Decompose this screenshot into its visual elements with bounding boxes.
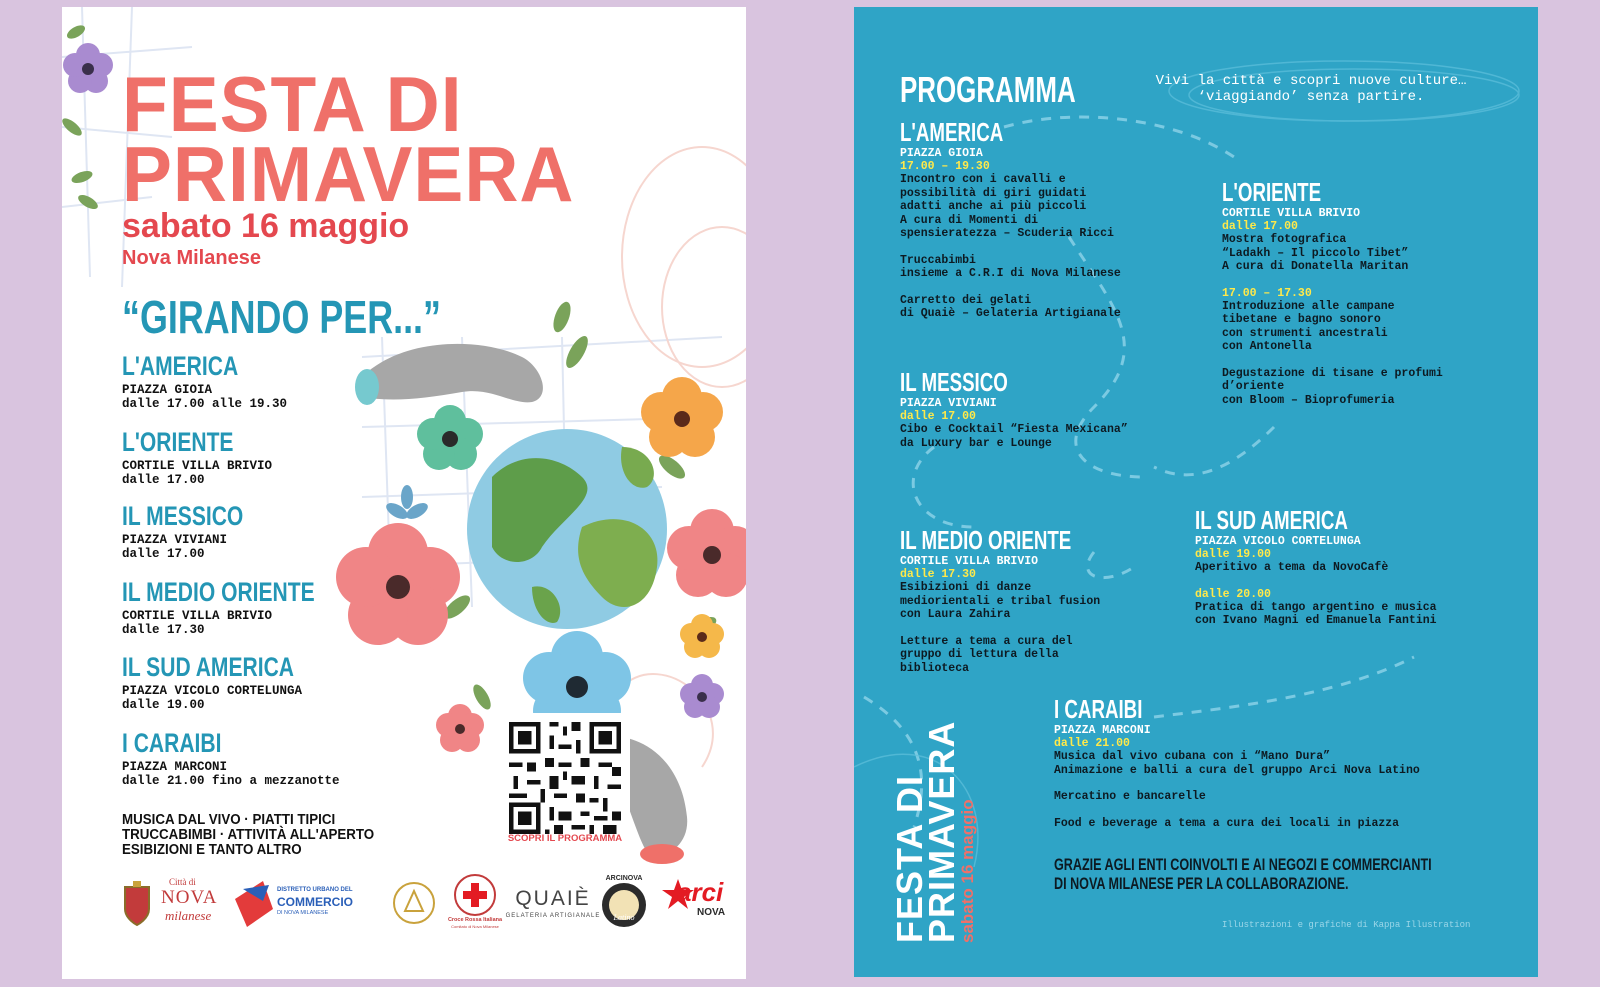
program-heading: IL SUD AMERICA [1195, 505, 1348, 535]
vertical-date: sabato 16 maggio [958, 799, 977, 943]
program-medio-oriente [900, 525, 1138, 675]
section-place: CORTILE VILLA BRIVIO [122, 609, 273, 623]
poster-title-line1: FESTA DI [122, 60, 463, 148]
arcinova-bottom: Latino [613, 913, 635, 922]
vertical-title-line: PRIMAVERA [921, 720, 962, 943]
program-desc: Incontro con i cavalli e possibilità di giri guidati adatti anche ai più piccoli A cura di Momenti di spensieratezza – Scuderia Ricci [900, 173, 1114, 240]
distretto-line1: DISTRETTO URBANO DEL [277, 887, 353, 893]
nova-milanese-logo [121, 873, 231, 935]
croce-rossa-logo [447, 873, 503, 935]
illustration-credit: Illustrazioni e grafiche di Kappa Illustration [1222, 920, 1471, 930]
emblem-icon [391, 873, 437, 933]
nova-logo-script: milanese [165, 908, 212, 923]
quaie-name: QUAIÈ [515, 887, 591, 910]
program-time: dalle 17.00 [1222, 220, 1298, 233]
program-time: dalle 17.00 [900, 410, 976, 423]
section-place: CORTILE VILLA BRIVIO [122, 459, 273, 473]
event-date: sabato 16 maggio [122, 207, 410, 245]
program-desc: Truccabimbi insieme a C.R.I di Nova Milanese [900, 253, 1121, 280]
section-messico [122, 501, 278, 561]
footer-line: MUSICA DAL VIVO · PIATTI TIPICI [122, 812, 336, 828]
section-place: PIAZZA VICOLO CORTELUNGA [122, 684, 303, 698]
program-time: dalle 21.00 [1054, 737, 1130, 750]
cri-line1: Croce Rossa Italiana [447, 917, 503, 923]
program-america [900, 117, 1121, 321]
section-heading: L'ORIENTE [122, 427, 234, 457]
coat-of-arms-icon [121, 879, 153, 929]
program-heading: L'AMERICA [900, 117, 1004, 147]
program-time: dalle 17.30 [900, 568, 976, 581]
section-heading: I CARAIBI [122, 728, 222, 758]
section-heading: IL MESSICO [122, 501, 244, 531]
tagline-line: ‘viaggiando’ senza partire. [1197, 89, 1425, 105]
arci-nova-logo [661, 873, 731, 935]
distretto-line3: DI NOVA MILANESE [277, 910, 329, 916]
section-medio-oriente [122, 577, 369, 637]
program-heading: IL MESSICO [900, 367, 1008, 397]
program-place: PIAZZA GIOIA [900, 147, 983, 160]
program-heading: L'ORIENTE [1222, 177, 1322, 207]
program-desc: Esibizioni di danze mediorientali e tribal fusion con Laura Zahira [900, 581, 1101, 621]
poster-subtitle: “GIRANDO PER...” [122, 291, 441, 343]
arcinova-badge-icon [597, 873, 651, 935]
program-desc: Musica dal vivo cubana con i “Mano Dura” Animazione e balli a cura del gruppo Arci Nova Latino [1054, 750, 1420, 777]
thanks-line: GRAZIE AGLI ENTI COINVOLTI E AI NEGOZI E COMMERCIANTI [1054, 855, 1432, 874]
arci-sub: NOVA [697, 907, 726, 918]
vertical-title-line: FESTA DI [889, 775, 930, 943]
arci-name: arci [677, 877, 724, 907]
program-time: dalle 20.00 [1195, 587, 1271, 601]
program-caraibi [1054, 694, 1420, 830]
program-desc: Pratica di tango argentino e musica con Ivano Magni ed Emanuela Fantini [1195, 600, 1437, 627]
nova-logo-big: NOVA [161, 887, 218, 908]
section-time: dalle 17.00 [122, 473, 205, 487]
footer-line: TRUCCABIMBI · ATTIVITÀ ALL'APERTO [122, 827, 375, 843]
program-place: CORTILE VILLA BRIVIO [1222, 207, 1361, 220]
red-cross-icon [447, 873, 503, 917]
section-place: PIAZZA VIVIANI [122, 533, 228, 547]
programma-title: PROGRAMMA [900, 69, 1076, 110]
section-time: dalle 17.00 alle 19.30 [122, 397, 288, 411]
thanks-note [1054, 855, 1432, 893]
program-desc: Letture a tema a cura del gruppo di lettura della biblioteca [900, 634, 1073, 675]
program-heading: I CARAIBI [1054, 694, 1143, 724]
highlights-footer [122, 813, 374, 858]
section-sud-america [122, 652, 343, 712]
program-desc: Aperitivo a tema da NovoCafè [1195, 561, 1389, 574]
program-desc: Introduzione alle campane tibetane e bagno sonoro con strumenti ancestrali con Antonella [1222, 299, 1395, 353]
quaie-sub: GELATERIA ARTIGIANALE [505, 913, 601, 919]
program-place: PIAZZA VIVIANI [900, 397, 997, 410]
cri-line2: Comitato di Nova Milanese [451, 924, 499, 929]
tagline-line: Vivi la città e scopri nuove culture… [1155, 73, 1467, 89]
program-desc: Degustazione di tisane e profumi d’oriente con Bloom – Bioprofumeria [1222, 366, 1443, 407]
footer-line: ESIBIZIONI E TANTO ALTRO [122, 842, 302, 858]
section-time: dalle 17.00 [122, 547, 205, 561]
program-desc: Mostra fotografica “Ladakh – Il piccolo Tibet” A cura di Donatella Maritan [1222, 233, 1409, 273]
distretto-line2: COMMERCIO [277, 895, 353, 909]
section-time: dalle 17.30 [122, 623, 205, 637]
section-place: PIAZZA GIOIA [122, 383, 213, 397]
program-place: PIAZZA VICOLO CORTELUNGA [1195, 535, 1361, 548]
program-time: dalle 19.00 [1195, 548, 1271, 561]
program-desc: Food e beverage a tema a cura dei locali in piazza [1054, 816, 1400, 830]
qr-label: SCOPRI IL PROGRAMMA [507, 833, 623, 844]
program-place: CORTILE VILLA BRIVIO [900, 555, 1039, 568]
event-city: Nova Milanese [122, 247, 261, 269]
section-heading: IL SUD AMERICA [122, 652, 295, 682]
program-desc: Cibo e Cocktail “Fiesta Mexicana” da Luxury bar e Lounge [900, 423, 1128, 450]
section-place: PIAZZA MARCONI [122, 760, 228, 774]
arcinova-latino-logo [597, 873, 651, 935]
section-time: dalle 19.00 [122, 698, 205, 712]
poster-title-line2: PRIMAVERA [122, 130, 575, 218]
section-caraibi [122, 728, 340, 788]
program-oriente [1222, 177, 1443, 407]
gold-emblem-logo [391, 873, 437, 935]
section-oriente [122, 427, 272, 487]
section-america [122, 351, 287, 411]
tagline [1126, 73, 1496, 105]
left-poster [62, 7, 746, 979]
sponsor-logos [117, 873, 737, 935]
right-poster [854, 7, 1538, 977]
distretto-icon [233, 879, 275, 929]
arcinova-top: ARCINOVA [605, 875, 643, 882]
section-heading: IL MEDIO ORIENTE [122, 577, 315, 607]
program-desc: Carretto dei gelati di Quaiè – Gelateria Artigianale [900, 293, 1121, 320]
distretto-commercio-logo [233, 873, 393, 935]
thanks-line: DI NOVA MILANESE PER LA COLLABORAZIONE. [1054, 874, 1349, 893]
program-messico [900, 367, 1128, 450]
quaie-logo [503, 873, 603, 935]
section-time: dalle 21.00 fino a mezzanotte [122, 774, 340, 788]
program-time: 17.00 – 19.30 [900, 160, 990, 173]
program-time: 17.00 – 17.30 [1222, 286, 1312, 300]
vertical-festa-title [889, 720, 978, 943]
program-desc: Mercatino e bancarelle [1054, 790, 1206, 803]
program-heading: IL MEDIO ORIENTE [900, 525, 1072, 555]
program-place: PIAZZA MARCONI [1054, 724, 1151, 737]
section-heading: L'AMERICA [122, 351, 239, 381]
qr-code[interactable] [500, 713, 630, 843]
nova-logo-small: Città di [169, 877, 196, 887]
program-sud-america [1195, 505, 1437, 628]
